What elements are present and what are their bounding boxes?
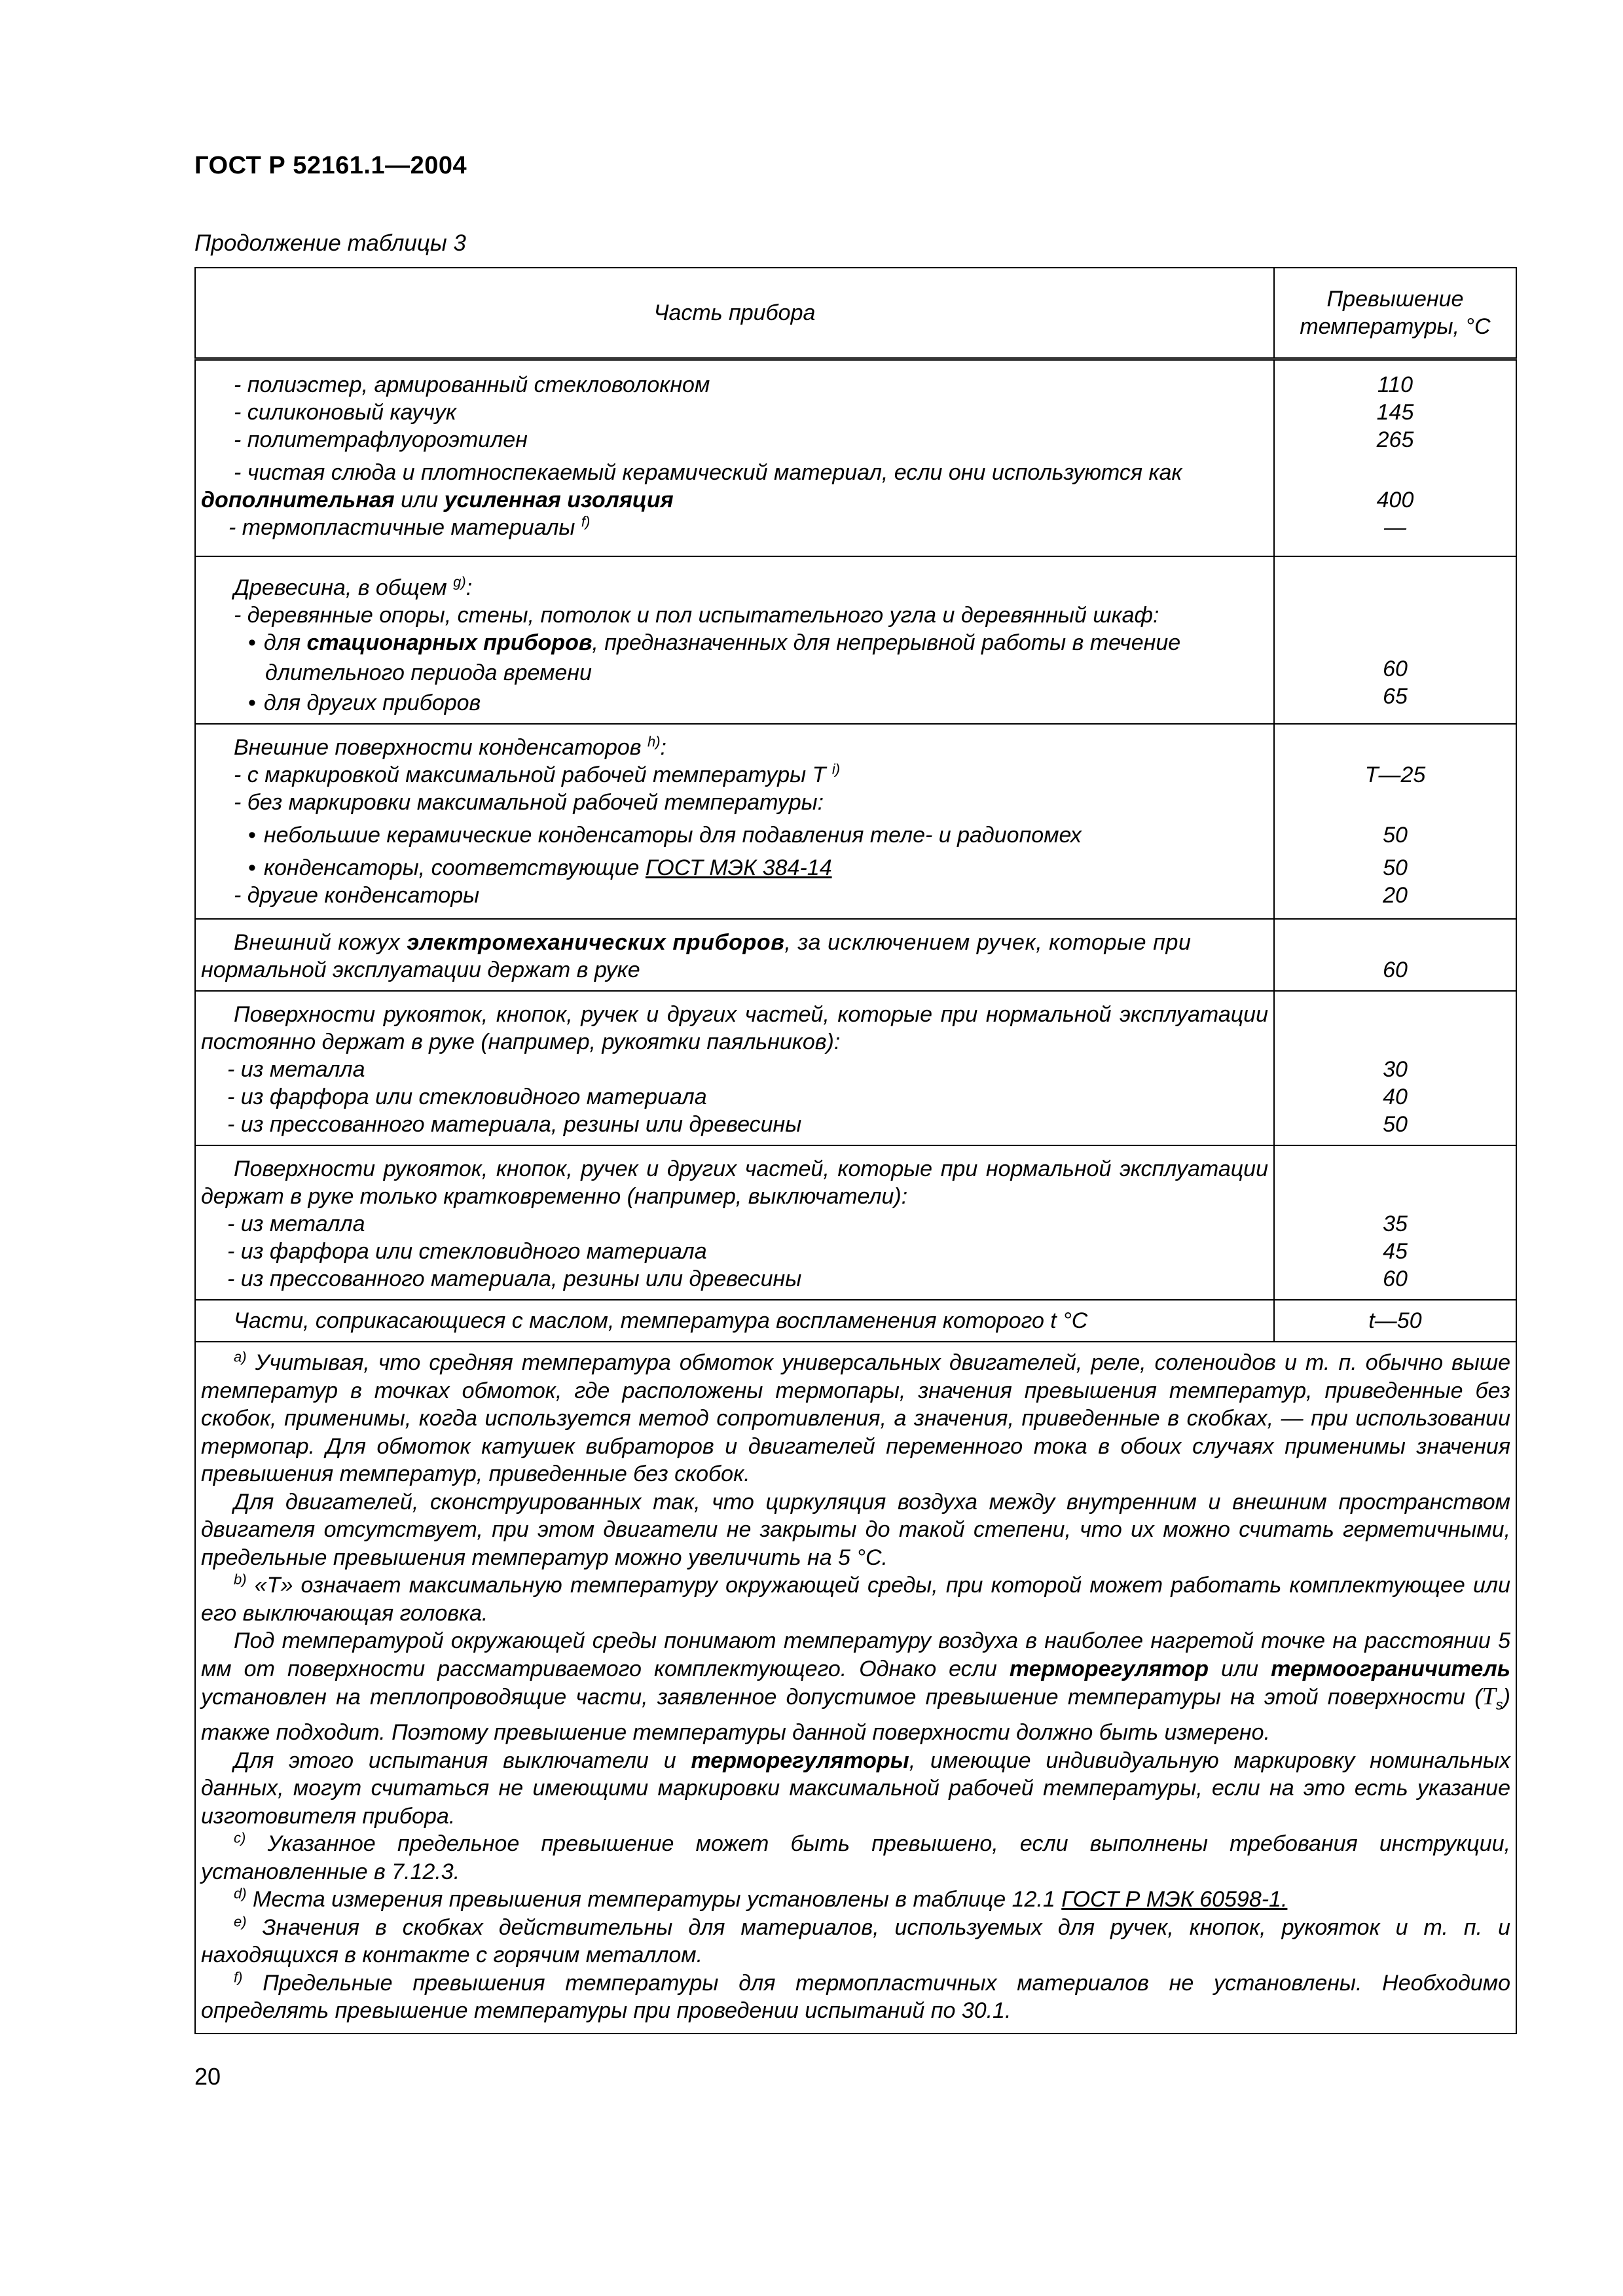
list-item: - из прессованного материала, резины или древесины	[227, 1266, 802, 1291]
list-item: - политетрафлуороэтилен	[234, 427, 528, 452]
value: 50	[1383, 1112, 1408, 1137]
value: 20	[1383, 883, 1408, 908]
footnote-b-continued: Для этого испытания выключатели и терморегуляторы, имеющие индивидуальную маркировку номинальных данных, могут считаться не имеющими маркировки максимальной рабочей температуры, если на это есть указание изготовителя прибора.	[201, 1748, 1510, 1829]
value: 60	[1383, 958, 1408, 982]
list-item: - другие конденсаторы	[234, 883, 480, 908]
row-part-cell	[195, 1300, 1274, 1342]
value: 145	[1376, 400, 1414, 425]
paragraph: Поверхности рукояток, кнопок, ручек и других частей, которые при нормальной эксплуатации постоянно держат в руке (например, рукоятки паяльников):	[201, 1002, 1268, 1054]
value: 60	[1383, 656, 1408, 681]
table-row	[195, 991, 1516, 1145]
list-item: нормальной эксплуатации держат в руке	[201, 958, 640, 982]
list-item: - из фарфора или стекловидного материала	[227, 1085, 707, 1109]
value: 35	[1383, 1211, 1408, 1236]
row-value-cell	[1274, 724, 1516, 919]
list-item: - из фарфора или стекловидного материала	[227, 1239, 707, 1264]
list-item: - с маркировкой максимальной рабочей температуры T $^{i)}$	[234, 761, 841, 787]
value: 45	[1383, 1239, 1408, 1264]
value: 110	[1377, 372, 1413, 397]
value: 65	[1383, 684, 1408, 709]
list-item: - без маркировки максимальной рабочей температуры:	[234, 790, 824, 815]
footnote-e: $^{e)}$ Значения в скобках действительны для материалов, используемых для ручек, кнопок, рукояток и т. п. и находящихся в контакте с горячим металлом.	[201, 1913, 1510, 1968]
list-item: - термопластичные материалы $^{f)}$	[228, 513, 591, 540]
row-part-cell	[195, 556, 1274, 724]
value: 50	[1383, 823, 1408, 848]
list-item: - полиэстер, армированный стекловолокном	[234, 372, 710, 397]
value: 50	[1383, 855, 1408, 880]
list-item: - из металла	[227, 1057, 365, 1082]
table-notes-row	[195, 1342, 1516, 2034]
table-row	[195, 724, 1516, 919]
row-value-cell	[1274, 1145, 1516, 1300]
table-row	[195, 919, 1516, 991]
table-row	[195, 1300, 1516, 1342]
list-item: - силиконовый каучук	[234, 400, 456, 425]
list-item: Внешний кожух электромеханических приборов, за исключением ручек, которые при	[234, 930, 1192, 955]
list-item: Части, соприкасающиеся с маслом, температура воспламенения которого t °С	[234, 1308, 1088, 1333]
row-part-cell	[195, 919, 1274, 991]
temperature-rise-table	[194, 267, 1517, 2034]
list-item: • для других приборов	[201, 689, 1268, 717]
value: 60	[1383, 1266, 1408, 1291]
footnote-b-continued: Под температурой окружающей среды понимают температуру воздуха в наиболее нагретой точке на расстоянии 5 мм от поверхности рассматриваемого комплектующего. Однако если терморегулятор или термоограничитель установлен на теплопроводящие части, заявленное допустимое превышение температуры на этой поверхности $(T_s)$ также подходит. Поэтому превышение температуры данной поверхности должно быть измерено.	[201, 1628, 1510, 1746]
footnote-d: $^{d)}$ Места измерения превышения температуры установлены в таблице 12.1 ГОСТ Р МЭК 60598-1.	[234, 1885, 1288, 1912]
list-item: - деревянные опоры, стены, потолок и пол испытательного угла и деревянный шкаф:	[234, 603, 1159, 628]
value: 265	[1376, 427, 1414, 452]
value: 40	[1383, 1085, 1408, 1109]
row-value-cell	[1274, 1300, 1516, 1342]
footnote-a: $^{a)}$ Учитывая, что средняя температура обмоток универсальных двигателей, реле, соленоидов и т. п. обычно выше температур в точках обмоток, где расположены термопары, значения превышения температур, приведенные без скобок, применимы, когда используется метод сопротивления, а значения, приведенные в скобках, — при использовании термопар. Для обмоток катушек вибраторов и двигателей переменного тока в обоих случаях применимы значения превышения температур, приведенные без скобок.	[201, 1348, 1510, 1486]
list-item: - из металла	[227, 1211, 365, 1236]
footnote-a-continued: Для двигателей, сконструированных так, что циркуляция воздуха между внутренним и внешним пространством двигателя отсутствует, при этом двигатели не закрыты до такой степени, что их можно считать герметичными, предельные превышения температур можно увеличить на 5 °С.	[201, 1489, 1510, 1570]
table-caption: Продолжение таблицы 3	[194, 230, 466, 256]
table-row	[195, 359, 1516, 557]
page-number: 20	[194, 2063, 221, 2090]
value: —	[1384, 515, 1406, 540]
list-item: • для стационарных приборов, предназначенных для непрерывной работы в течение	[201, 629, 1268, 656]
footnote-c: $^{c)}$ Указанное предельное превышение может быть превышено, если выполнены требования инструкции, установленные в 7.12.3.	[201, 1829, 1510, 1884]
paragraph: Поверхности рукояток, кнопок, ручек и других частей, которые при нормальной эксплуатации держат в руке только кратковременно (например, выключатели):	[201, 1157, 1268, 1209]
standard-link[interactable]: ГОСТ МЭК 384-14	[645, 855, 832, 880]
list-item: - из прессованного материала, резины или древесины	[227, 1112, 802, 1137]
list-item: дополнительная или усиленная изоляция	[201, 488, 674, 512]
row-part-cell	[195, 1145, 1274, 1300]
row-value-cell	[1274, 919, 1516, 991]
footnote-b: $^{b)}$ «T» означает максимальную температуру окружающей среды, при которой может работать комплектующее или его выключающая головка.	[201, 1571, 1510, 1626]
notes-cell	[195, 1342, 1516, 2034]
document-header: ГОСТ Р 52161.1—2004	[194, 152, 467, 179]
standard-link[interactable]: ГОСТ Р МЭК 60598-1.	[1061, 1887, 1288, 1912]
table-row	[195, 556, 1516, 724]
header-temperature-rise: Превышение температуры, °С	[1274, 268, 1516, 359]
table-row	[195, 1145, 1516, 1300]
footnote-f: $^{f)}$ Предельные превышения температуры для термопластичных материалов не установлены. Необходимо определять превышение температуры при проведении испытаний по 30.1.	[201, 1969, 1510, 2024]
list-item: длительного периода времени	[265, 660, 592, 685]
value: T—25	[1364, 762, 1426, 787]
row-value-cell	[1274, 556, 1516, 724]
list-item: - чистая слюда и плотноспекаемый керамический материал, если они используются как	[234, 460, 1182, 485]
list-item: • конденсаторы, соответствующие ГОСТ МЭК 384-14	[201, 854, 1268, 882]
list-item: Древесина, в общем $^{g)}$:	[234, 573, 473, 600]
row-value-cell	[1274, 359, 1516, 557]
list-item: • небольшие керамические конденсаторы для подавления теле- и радиопомех	[201, 821, 1268, 849]
row-part-cell	[195, 724, 1274, 919]
row-part-cell	[195, 359, 1274, 557]
row-value-cell	[1274, 991, 1516, 1145]
header-part: Часть прибора	[195, 268, 1274, 359]
value: 400	[1376, 488, 1414, 512]
value: 30	[1383, 1057, 1408, 1082]
row-part-cell	[195, 991, 1274, 1145]
value: t—50	[1368, 1308, 1422, 1333]
table-header-row	[195, 268, 1516, 359]
list-item: Внешние поверхности конденсаторов $^{h)}$:	[234, 733, 666, 760]
